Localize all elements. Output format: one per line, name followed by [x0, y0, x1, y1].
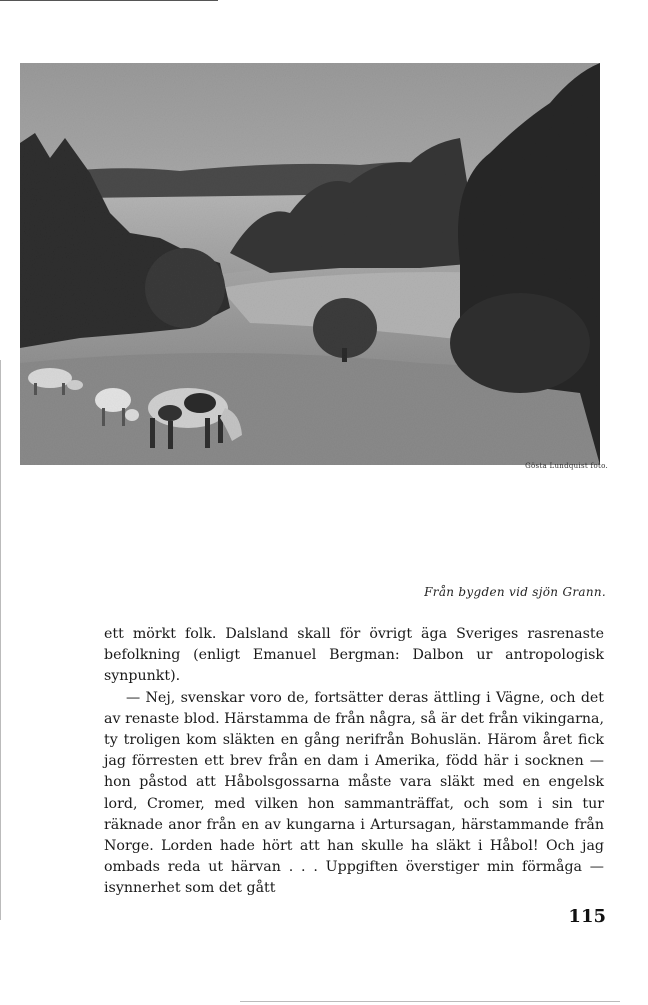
- body-text: [104, 624, 604, 900]
- landscape-photo: [20, 63, 600, 465]
- photo-credit: Gösta Lundquist foto.: [525, 462, 608, 470]
- page-number: 115: [568, 906, 606, 927]
- page-edge-rule: [0, 360, 1, 920]
- top-rule: [0, 0, 218, 1]
- bottom-rule: [240, 1001, 620, 1002]
- photo-caption: Från bygden vid sjön Grann.: [424, 585, 606, 599]
- paragraph-2: — Nej, svenskar voro de, fortsätter deras ättling i Vägne, och det av renaste blod. Härstamma de från några, så är det från vikingarna, ty troligen kom släkten en gång nerifrån Bohuslän. Härom året fick jag förresten ett brev från en dam i Amerika, född här i socknen — hon påstod att Håbolsgossarna måste vara släkt med en engelsk lord, Cromer, med vilken hon sammanträffat, och som i sin tur räknade anor från en av kungarna i Artursagan, härstammande från Norge. Lorden hade hört att han skulle ha släkt i Håbol! Och jag ombads reda ut härvan . . . Uppgiften överstiger min förmåga — isynnerhet som det gått: [104, 689, 604, 897]
- paragraph-1: ett mörkt folk. Dalsland skall för övrigt äga Sveriges rasrenaste befolkning (enligt Emanuel Bergman: Dalbon ur antropologisk synpunkt).: [104, 626, 604, 685]
